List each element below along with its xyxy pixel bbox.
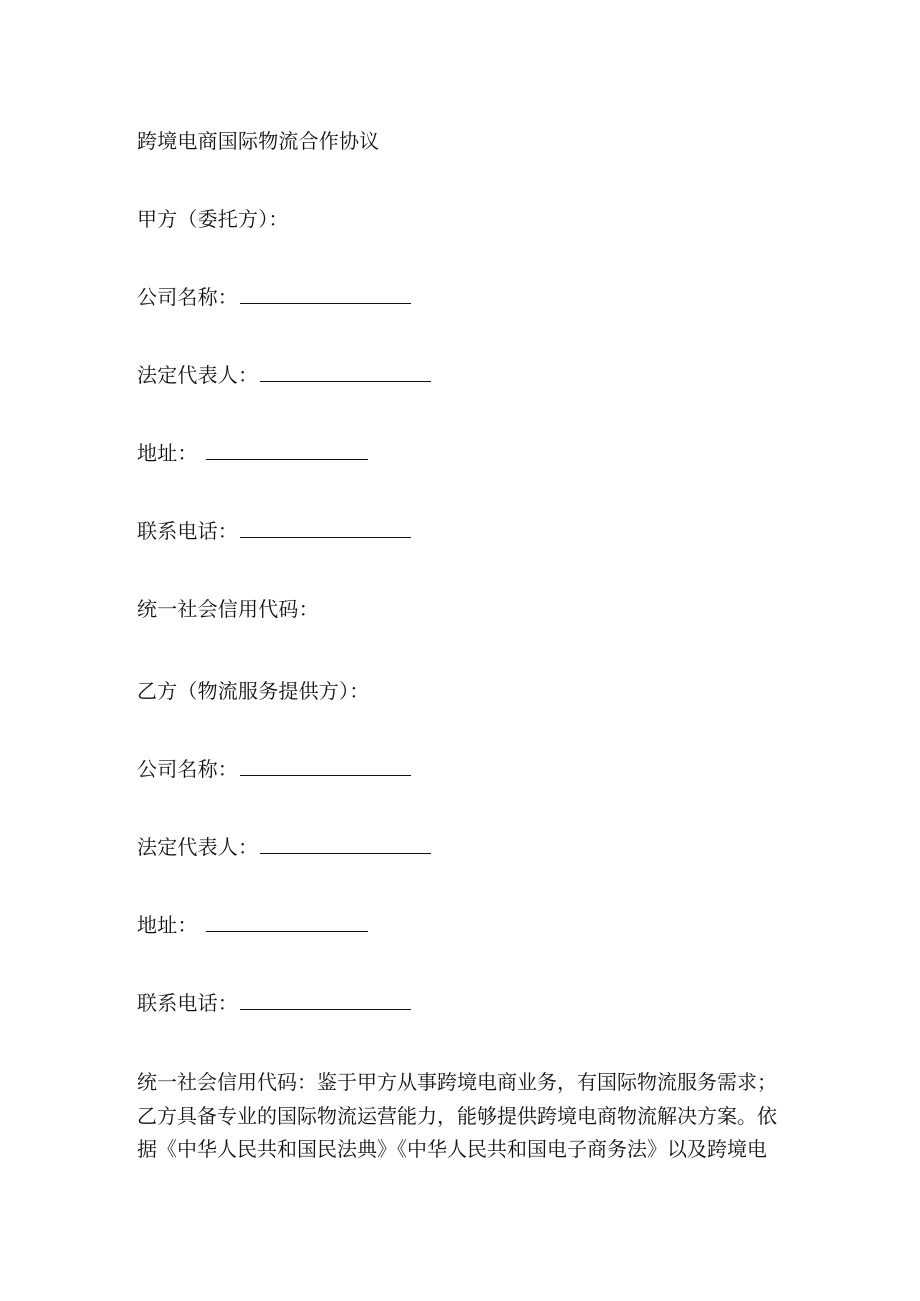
party-b-phone-label: 联系电话：	[137, 991, 238, 1015]
party-b-heading: 乙方（物流服务提供方）：	[137, 679, 370, 703]
preamble-line: 据《中华人民共和国民法典》《中华人民共和国电子商务法》以及跨境电	[137, 1137, 767, 1161]
party-a-credit-label: 统一社会信用代码：	[137, 597, 319, 621]
party-b-address-row	[137, 911, 368, 939]
party-b-company-label: 公司名称：	[137, 757, 238, 781]
party-a-heading: 甲方（委托方）：	[137, 207, 289, 231]
party-b-phone-blank	[240, 991, 411, 1010]
party-b-rep-label: 法定代表人：	[137, 835, 259, 859]
party-b-phone-row	[137, 989, 411, 1017]
party-a-company-blank	[240, 285, 411, 304]
party-b-address-label: 地址：	[137, 913, 198, 937]
party-a-address-blank	[206, 441, 368, 460]
party-a-phone-label: 联系电话：	[137, 519, 238, 543]
party-a-company-label: 公司名称：	[137, 285, 238, 309]
party-b-company-row	[137, 755, 411, 783]
party-a-company-row	[137, 283, 411, 311]
party-a-rep-label: 法定代表人：	[137, 363, 259, 387]
party-b-company-blank	[240, 757, 411, 776]
party-a-rep-row	[137, 361, 431, 389]
party-b-rep-row	[137, 833, 431, 861]
party-a-rep-blank	[260, 363, 431, 382]
party-a-phone-blank	[240, 519, 411, 538]
party-a-address-row	[137, 439, 368, 467]
party-a-address-label: 地址：	[137, 441, 198, 465]
document-title: 跨境电商国际物流合作协议	[137, 129, 380, 153]
preamble-line: 统一社会信用代码：鉴于甲方从事跨境电商业务，有国际物流服务需求；	[137, 1070, 777, 1094]
party-b-address-blank	[206, 913, 368, 932]
preamble-paragraph	[137, 1066, 787, 1167]
party-b-rep-blank	[260, 835, 431, 854]
party-a-phone-row	[137, 517, 411, 545]
preamble-line: 乙方具备专业的国际物流运营能力，能够提供跨境电商物流解决方案。依	[137, 1103, 777, 1128]
